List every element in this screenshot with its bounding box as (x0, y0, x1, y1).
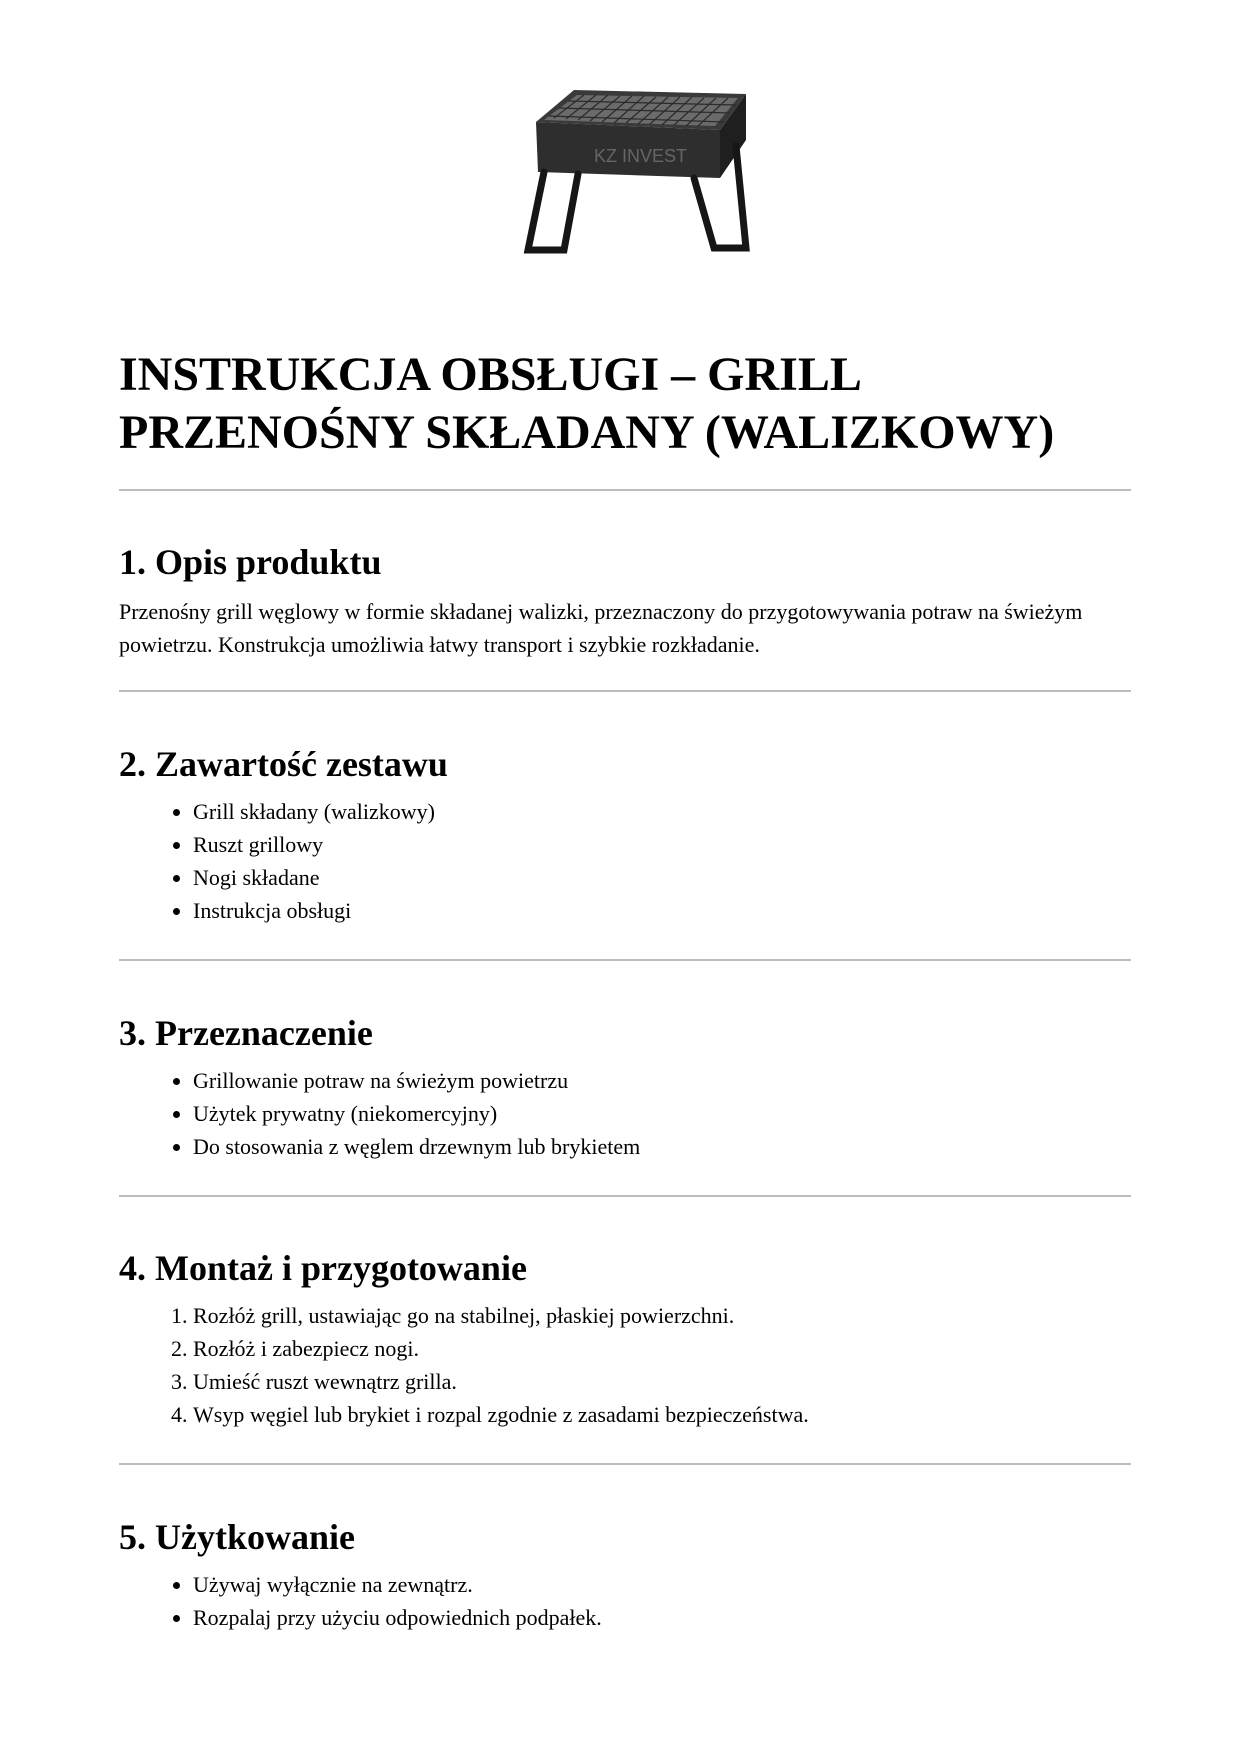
list-przeznaczenie (119, 1064, 1131, 1163)
list-item: • Instrukcja obsługi (193, 894, 1131, 927)
section-heading-montaz: 4. Montaż i przygotowanie (119, 1248, 527, 1288)
grill-product-image (514, 80, 768, 280)
grill-image-icon (514, 80, 768, 280)
list-zawartosc-zestawu (119, 795, 1131, 927)
document-title-line-2: PRZENOŚNY SKŁADANY (WALIZKOWY) (119, 406, 1055, 459)
list-item: • Nogi składane (193, 861, 1131, 894)
list-item: 3. Umieść ruszt wewnątrz grilla. (193, 1365, 1131, 1398)
list-item: • Do stosowania z węglem drzewnym lub brykietem (193, 1130, 1131, 1163)
section-divider (119, 959, 1131, 961)
list-item: • Użytek prywatny (niekomercyjny) (193, 1097, 1131, 1130)
list-item: • Rozpalaj przy użyciu odpowiednich podpałek. (193, 1601, 1131, 1634)
section-paragraph-opis-produktu: Przenośny grill węglowy w formie składanej walizki, przeznaczony do przygotowywania potraw na świeżym powietrzu. Konstrukcja umożliwia łatwy transport i szybkie rozkładanie. (119, 599, 1083, 657)
section-heading-zawartosc-zestawu: 2. Zawartość zestawu (119, 744, 448, 784)
section-divider (119, 489, 1131, 491)
list-montaz (119, 1299, 1131, 1431)
section-divider (119, 1463, 1131, 1465)
list-item: • Grillowanie potraw na świeżym powietrzu (193, 1064, 1131, 1097)
section-divider (119, 690, 1131, 692)
list-item: • Ruszt grillowy (193, 828, 1131, 861)
list-uzytkowanie (119, 1568, 1131, 1634)
list-item: • Używaj wyłącznie na zewnątrz. (193, 1568, 1131, 1601)
section-heading-przeznaczenie: 3. Przeznaczenie (119, 1013, 373, 1053)
list-item: 2. Rozłóż i zabezpiecz nogi. (193, 1332, 1131, 1365)
grill-watermark: KZ INVEST (594, 146, 688, 166)
document-title (119, 346, 1131, 462)
section-divider (119, 1195, 1131, 1197)
section-heading-uzytkowanie: 5. Użytkowanie (119, 1517, 355, 1557)
section-heading-opis-produktu: 1. Opis produktu (119, 542, 382, 582)
list-item: 1. Rozłóż grill, ustawiając go na stabilnej, płaskiej powierzchni. (193, 1299, 1131, 1332)
document-title-line-1: INSTRUKCJA OBSŁUGI – GRILL (119, 348, 862, 401)
list-item: 4. Wsyp węgiel lub brykiet i rozpal zgodnie z zasadami bezpieczeństwa. (193, 1398, 1131, 1431)
list-item: • Grill składany (walizkowy) (193, 795, 1131, 828)
